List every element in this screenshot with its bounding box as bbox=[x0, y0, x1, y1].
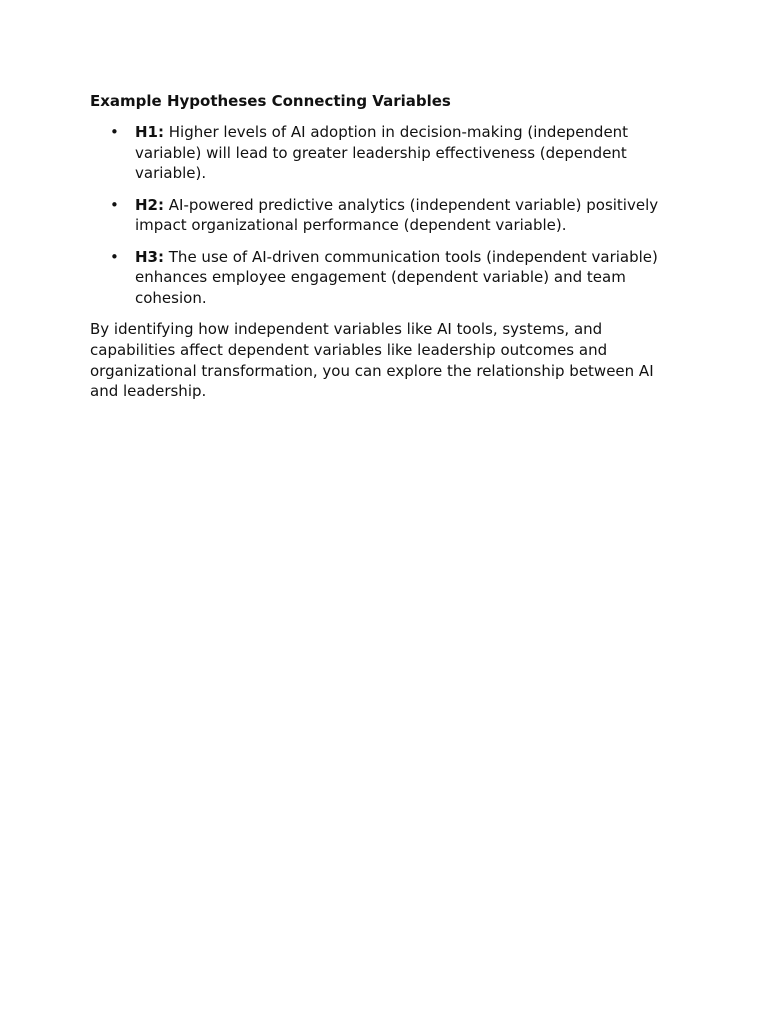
conclusion-paragraph: By identifying how independent variables like AI tools, systems, and capabilities affect dependent variables like leadership outcomes and organizational transformation, you can explore the relationship between AI and leadership. bbox=[90, 320, 654, 401]
bullet-icon: • bbox=[110, 123, 119, 141]
hypothesis-list bbox=[90, 122, 670, 309]
hypothesis-id: H2: bbox=[135, 195, 164, 214]
bullet-icon: • bbox=[110, 195, 119, 214]
section-heading: Example Hypotheses Connecting Variables bbox=[90, 92, 451, 110]
document-body bbox=[90, 91, 670, 402]
hypothesis-text: The use of AI-driven communication tools (independent variable) enhances employee engagement (dependent variable) and team cohesion. bbox=[135, 247, 658, 307]
list-item bbox=[90, 195, 670, 236]
hypothesis-text: AI-powered predictive analytics (independent variable) positively impact organizational performance (dependent variable). bbox=[135, 195, 659, 235]
bullet-icon: • bbox=[110, 247, 119, 266]
hypothesis-id: H3: bbox=[135, 247, 164, 266]
hypothesis-text: Higher levels of AI adoption in decision-making (independent variable) will lead to greater leadership effectiveness (dependent variable). bbox=[135, 123, 629, 183]
list-item bbox=[90, 122, 670, 184]
list-item bbox=[90, 247, 670, 309]
hypothesis-id: H1: bbox=[135, 123, 164, 141]
